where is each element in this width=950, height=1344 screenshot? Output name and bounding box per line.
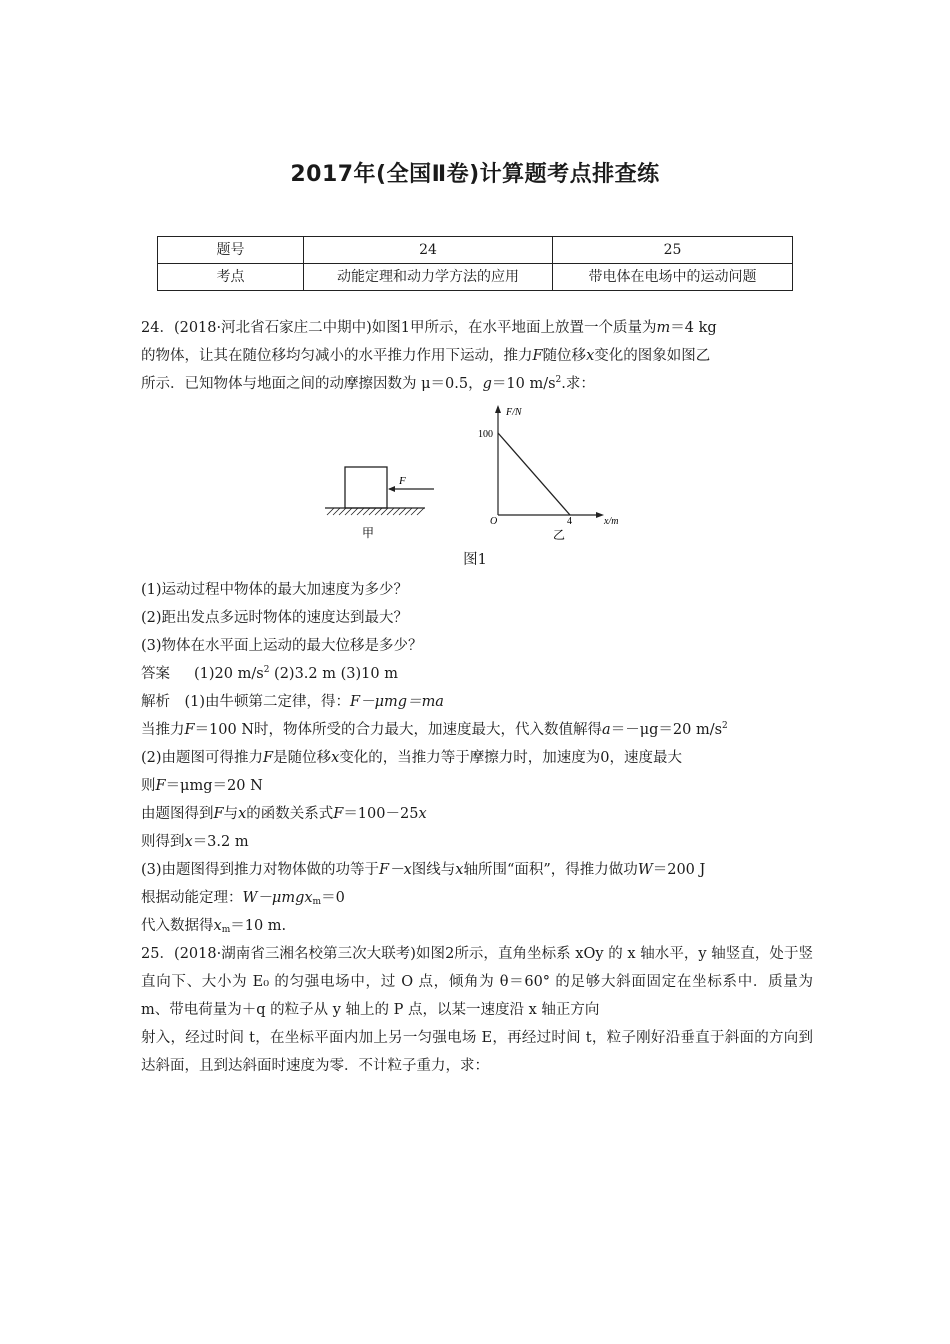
q25-paragraph-1: 25．(2018·湖南省三湘名校第三次大联考)如图2所示，直角坐标系 xOy 的 x 轴水平，y 轴竖直，处于竖直向下、大小为 E₀ 的匀强电场中，过 O 点，倾角为 θ＝60° 的足够大斜面固定在坐标系中．质量为 m、带电荷量为＋q 的粒子从 y 轴上的 P 点，以某一速度沿 x 轴正方向 <box>141 946 813 1018</box>
table-col-24: 24 <box>304 237 553 264</box>
analysis-line-7: (3)由题图得到推力对物体做的功等于F－x图线与x轴所围“面积”，得推力做功W＝200 J <box>141 862 706 878</box>
question-24 <box>141 314 813 398</box>
q24-line-3: 所示．已知物体与地面之间的动摩擦因数为 μ＝0.5，g＝10 $m/s^2$.求： <box>141 375 595 392</box>
analysis-line-6: 则得到x＝3.2 m <box>141 834 249 850</box>
page-title: 2017年(全国Ⅱ卷)计算题考点排查练 <box>290 162 660 187</box>
sub-question-1: (1)运动过程中物体的最大加速度为多少？ <box>141 582 409 598</box>
q25-paragraph-2: 射入，经过时间 t，在坐标平面内加上另一匀强电场 E，再经过时间 t，粒子刚好沿垂直于斜面的方向到达斜面，且到达斜面时速度为零．不计粒子重力，求： <box>141 1030 813 1074</box>
block-diagram <box>325 467 434 540</box>
q24-body <box>141 576 813 940</box>
analysis-line-9: 代入数据得$x_m=10$ m. <box>141 918 287 935</box>
force-arrowhead <box>388 486 395 492</box>
q24-line-2: 的物体，让其在随位移均匀减小的水平推力作用下运动，推力F随位移x变化的图象如图乙 <box>141 348 711 364</box>
origin-label: O <box>490 516 498 527</box>
table-topic-24: 动能定理和动力学方法的应用 <box>304 264 553 291</box>
figure-caption: 图1 <box>463 552 487 568</box>
f-x-graph <box>478 405 618 542</box>
y-tick-label: 100 <box>478 429 493 440</box>
f-x-line <box>498 433 570 515</box>
figure-right-label: 乙 <box>553 528 566 542</box>
figure-left-label: 甲 <box>362 526 375 540</box>
y-axis-label: F/N <box>506 407 522 418</box>
sub-question-3: (3)物体在水平面上运动的最大位移是多少？ <box>141 638 423 654</box>
table-header-label: 题号 <box>158 237 304 264</box>
analysis-line-3: (2)由题图可得推力F是随位移x变化的，当推力等于摩擦力时，加速度为0，速度最大 <box>141 750 683 766</box>
analysis-line-8: 根据动能定理：W－μmgx$_m$＝0 <box>141 890 345 907</box>
analysis-line-1: 解析 (1)由牛顿第二定律，得：F－μmg＝ma <box>141 694 444 710</box>
table-row <box>158 237 793 264</box>
ground-hatching <box>327 508 424 515</box>
topic-table <box>157 236 793 291</box>
y-axis-arrowhead <box>495 405 501 413</box>
question-25 <box>141 940 813 1080</box>
table-row-label: 考点 <box>158 264 304 291</box>
table-topic-25: 带电体在电场中的运动问题 <box>553 264 793 291</box>
x-axis-label: x/m <box>604 516 619 527</box>
figure-1 <box>310 405 640 545</box>
x-axis-arrowhead <box>596 512 604 518</box>
sub-question-2: (2)距出发点多远时物体的速度达到最大？ <box>141 610 409 626</box>
table-col-25: 25 <box>553 237 793 264</box>
x-tick-label: 4 <box>567 516 572 527</box>
analysis-line-2: 当推力F＝100 N时，物体所受的合力最大，加速度最大，代入数值解得a＝－μg＝20 $m/s^2$ <box>141 721 728 738</box>
analysis-line-4: 则F＝μmg＝20 N <box>141 778 263 794</box>
table-row <box>158 264 793 291</box>
analysis-line-5: 由题图得到F与x的函数关系式F＝100－25x <box>141 806 427 822</box>
force-label: F <box>399 475 406 487</box>
q24-line-1: 24．(2018·河北省石家庄二中期中)如图1甲所示，在水平地面上放置一个质量为m＝4 kg <box>141 320 717 336</box>
answer-line: 答案 (1)20 $m/s^2$ (2)3.2 m (3)10 m <box>141 665 398 682</box>
block <box>345 467 387 508</box>
